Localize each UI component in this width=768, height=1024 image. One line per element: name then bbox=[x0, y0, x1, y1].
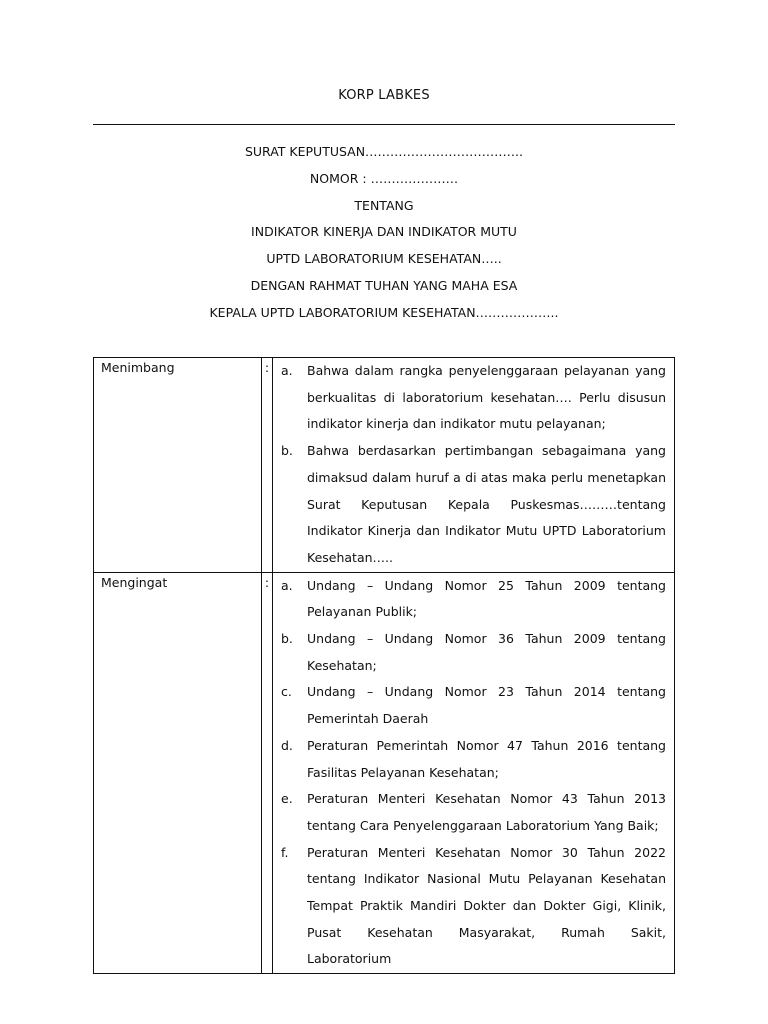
decree-heading bbox=[0, 143, 768, 331]
list-item-text: Undang – Undang Nomor 25 Tahun 2009 tentang Pelayanan Publik; bbox=[307, 577, 666, 620]
list-item bbox=[277, 786, 666, 839]
list-item-letter: a. bbox=[281, 363, 293, 378]
list-item-letter: b. bbox=[281, 443, 293, 459]
section-colon: : bbox=[262, 358, 273, 573]
list-item bbox=[277, 733, 666, 786]
section-label-menimbang: Menimbang bbox=[94, 358, 262, 573]
list-item bbox=[277, 573, 666, 626]
list-item bbox=[277, 358, 666, 438]
heading-line-authority: KEPALA UPTD LABORATORIUM KESEHATAN……………….. bbox=[209, 304, 559, 320]
list-item-text: Peraturan Pemerintah Nomor 47 Tahun 2016 tentang Fasilitas Pelayanan Kesehatan; bbox=[307, 737, 666, 780]
list-item bbox=[277, 679, 666, 732]
header-divider bbox=[93, 124, 675, 125]
list-item bbox=[277, 840, 666, 974]
list-item-letter: f. bbox=[281, 844, 289, 860]
heading-line-number: NOMOR : ………………… bbox=[309, 170, 459, 186]
heading-line-decree-title: SURAT KEPUTUSAN……………………………….. bbox=[244, 144, 524, 159]
heading-line-invocation: DENGAN RAHMAT TUHAN YANG MAHA ESA bbox=[250, 277, 518, 293]
table-row-menimbang bbox=[94, 358, 675, 573]
list-item-letter: a. bbox=[281, 577, 293, 593]
heading-line-institution: UPTD LABORATORIUM KESEHATAN….. bbox=[266, 251, 502, 267]
list-item-text: Undang – Undang Nomor 36 Tahun 2009 tentang Kesehatan; bbox=[307, 631, 666, 673]
list-item-text: Peraturan Menteri Kesehatan Nomor 30 Tahun 2022 tentang Indikator Nasional Mutu Pelayanan Kesehatan Tempat Praktik Mandiri Dokter dan Dokter Gigi, Klinik, Pusat Kesehatan Masyarakat, Rumah Sakit, Laboratorium bbox=[307, 844, 666, 967]
list-item bbox=[277, 438, 666, 572]
document-header-title: KORP LABKES bbox=[338, 88, 430, 103]
section-label-mengingat: Mengingat bbox=[94, 572, 262, 974]
list-item-text: Bahwa dalam rangka penyelenggaraan pelayanan yang berkualitas di laboratorium kesehatan…. Perlu disusun indikator kinerja dan indikator mutu pelayanan; bbox=[307, 363, 666, 432]
section-content-mengingat bbox=[273, 572, 675, 974]
list-item-letter: d. bbox=[281, 737, 293, 753]
list-item-text: Bahwa berdasarkan pertimbangan sebagaimana yang dimaksud dalam huruf a di atas maka perlu menetapkan Surat Keputusan Kepala Puskesmas………tentang Indikator Kinerja dan Indikator Mutu UPTD Laboratorium Kesehatan….. bbox=[307, 443, 666, 565]
list-item-letter: e. bbox=[281, 791, 293, 807]
table-row-mengingat bbox=[94, 572, 675, 974]
list-item-text: Undang – Undang Nomor 23 Tahun 2014 tentang Pemerintah Daerah bbox=[307, 684, 666, 727]
list-item-text: Peraturan Menteri Kesehatan Nomor 43 Tahun 2013 tentang Cara Penyelenggaraan Laboratorium Yang Baik; bbox=[307, 791, 666, 833]
section-colon: : bbox=[262, 572, 273, 974]
heading-line-subject: INDIKATOR KINERJA DAN INDIKATOR MUTU bbox=[251, 224, 517, 240]
list-item bbox=[277, 626, 666, 679]
section-content-menimbang bbox=[273, 358, 675, 573]
heading-line-about: TENTANG bbox=[354, 197, 414, 213]
decree-table bbox=[93, 357, 675, 974]
list-item-letter: b. bbox=[281, 631, 293, 647]
list-item-letter: c. bbox=[281, 684, 292, 700]
